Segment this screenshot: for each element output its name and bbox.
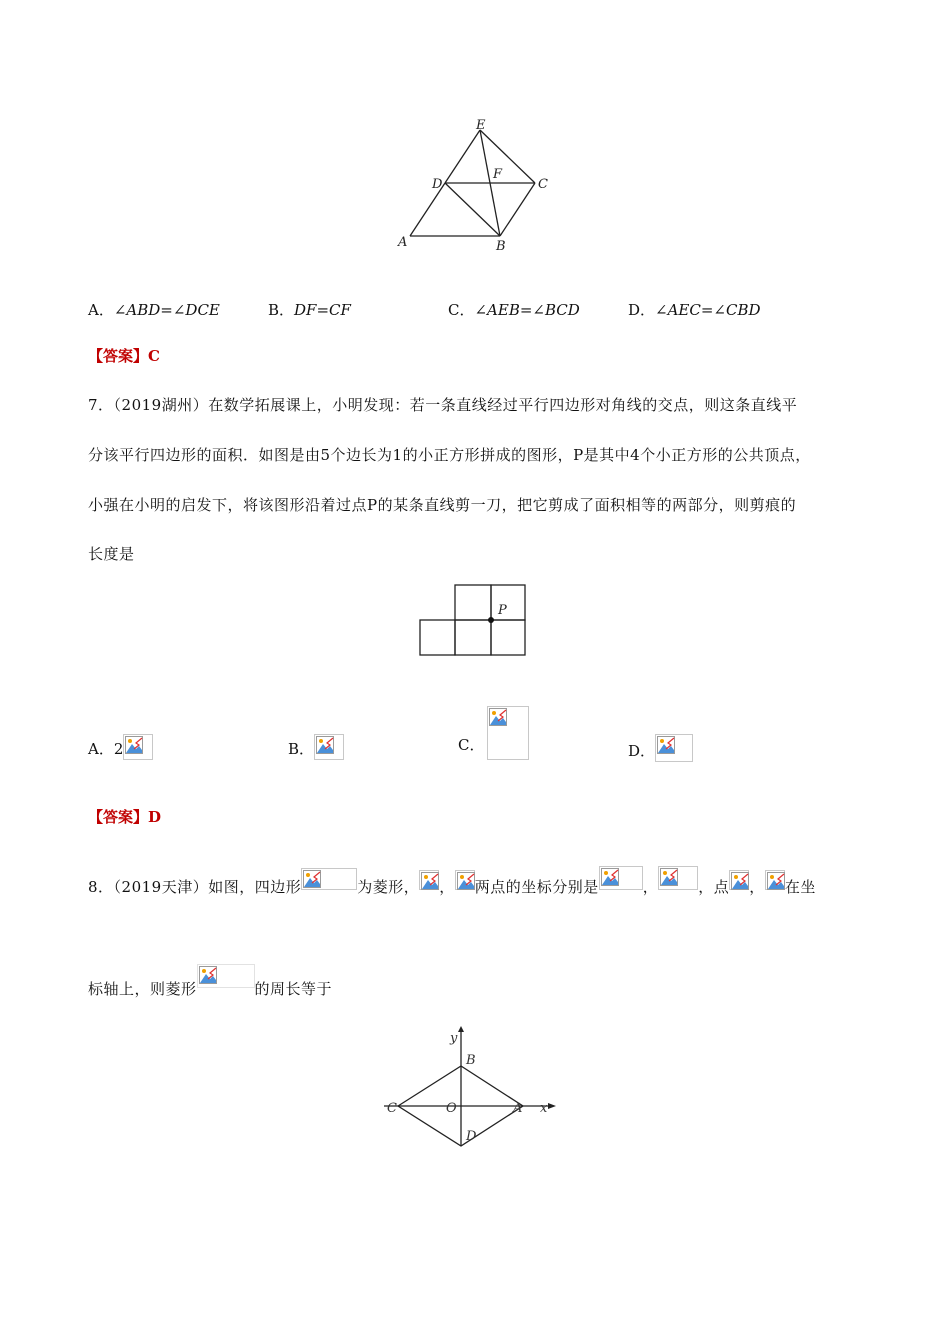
option-text: DF=CF: [294, 301, 351, 319]
q7-option-c-broken-image-icon: [487, 706, 529, 760]
q8-text-7: ，: [749, 878, 765, 896]
q8-text-10: 的周长等于: [254, 980, 333, 998]
q8-text-6: ，点: [698, 878, 730, 896]
q6-option-b[interactable]: [268, 299, 351, 320]
broken-image-icon: [314, 734, 344, 760]
q8-text-4: 两点的坐标分别是: [474, 878, 599, 896]
square-top-right: [491, 585, 525, 620]
label-e: E: [476, 118, 486, 133]
q8-text-1: 8．（2019天津）如图，四边形: [88, 878, 302, 896]
q8-line-2: [88, 964, 332, 999]
option-key: D．: [628, 301, 656, 319]
x-axis-arrow: [548, 1103, 556, 1109]
q8-text-2: 为菱形，: [357, 878, 420, 896]
q6-parallelogram-figure: [390, 118, 560, 256]
q7-option-b[interactable]: [288, 734, 344, 760]
option-prefix: 2: [113, 740, 124, 758]
broken-image-icon: [455, 870, 475, 890]
label-f: F: [493, 167, 503, 182]
q8-text-3: ，: [439, 878, 455, 896]
answer-value: D: [148, 808, 162, 826]
q6-answer: [88, 345, 160, 366]
label-c: C: [387, 1101, 397, 1116]
answer-label: 【答案】: [88, 347, 149, 365]
label-b: B: [466, 1053, 476, 1068]
option-key: A．: [88, 740, 114, 758]
answer-label: 【答案】: [88, 808, 149, 826]
q8-line-1: [88, 866, 816, 897]
option-text: ∠AEC=∠CBD: [655, 301, 761, 319]
square-bottom-3: [491, 620, 525, 655]
q7-line-2: 分该平行四边形的面积．如图是由5个边长为1的小正方形拼成的图形，P是其中4个小正方形的公共顶点，: [88, 446, 811, 464]
broken-image-icon: [123, 734, 153, 760]
label-d: D: [466, 1129, 477, 1144]
broken-image-icon: [729, 870, 749, 890]
q7-option-d[interactable]: [628, 734, 693, 762]
square-top-left: [455, 585, 491, 620]
option-key: B．: [288, 740, 315, 758]
q8-text-9: 标轴上，则菱形: [88, 980, 197, 998]
label-b: B: [496, 239, 506, 254]
option-key: D．: [628, 742, 656, 760]
answer-value: C: [148, 347, 160, 365]
label-o: O: [446, 1101, 457, 1116]
label-x: x: [540, 1101, 548, 1116]
label-d: D: [432, 177, 443, 192]
q7-line-1: 7．（2019湖州）在数学拓展课上，小明发现：若一条直线经过平行四边形对角线的交点，则这条直线平: [88, 396, 798, 414]
option-key: C．: [458, 736, 485, 754]
q7-option-a[interactable]: [88, 734, 153, 760]
square-bottom-2: [455, 620, 491, 655]
q7-line-3: 小强在小明的启发下，将该图形沿着过点P的某条直线剪一刀，把它剪成了面积相等的两部分，则剪痕的: [88, 496, 797, 514]
square-bottom-1: [420, 620, 455, 655]
y-axis-arrow: [458, 1026, 464, 1032]
point-p: [488, 617, 494, 623]
option-text: ∠AEB=∠BCD: [474, 301, 580, 319]
option-text: ∠ABD=∠DCE: [113, 301, 220, 319]
q8-rhombus-figure: [380, 1026, 560, 1152]
broken-image-icon: [599, 866, 643, 890]
label-a: A: [513, 1101, 523, 1116]
broken-image-icon: [419, 870, 439, 890]
segment-cb: [500, 183, 535, 236]
q7-answer: [88, 806, 161, 827]
label-p: P: [498, 603, 507, 618]
broken-image-icon: [658, 866, 698, 890]
option-key: C．: [448, 301, 475, 319]
broken-image-icon: [655, 734, 693, 762]
q8-text-8: 在坐: [784, 878, 816, 896]
q7-line-4: 长度是: [88, 545, 135, 563]
q6-option-c[interactable]: [448, 299, 580, 320]
q7-squares-figure: [418, 583, 530, 659]
broken-image-icon: [765, 870, 785, 890]
label-c: C: [538, 177, 548, 192]
q6-option-d[interactable]: [628, 299, 761, 320]
q7-option-c[interactable]: [458, 734, 484, 755]
q8-text-5: ，: [642, 878, 659, 896]
segment-de: [445, 130, 480, 183]
broken-image-icon: [301, 868, 357, 890]
q6-option-a[interactable]: [88, 299, 220, 320]
option-key: B．: [268, 301, 295, 319]
broken-image-icon: [197, 964, 255, 988]
label-y: y: [450, 1031, 458, 1046]
option-key: A．: [88, 301, 114, 319]
label-a: A: [398, 235, 408, 250]
